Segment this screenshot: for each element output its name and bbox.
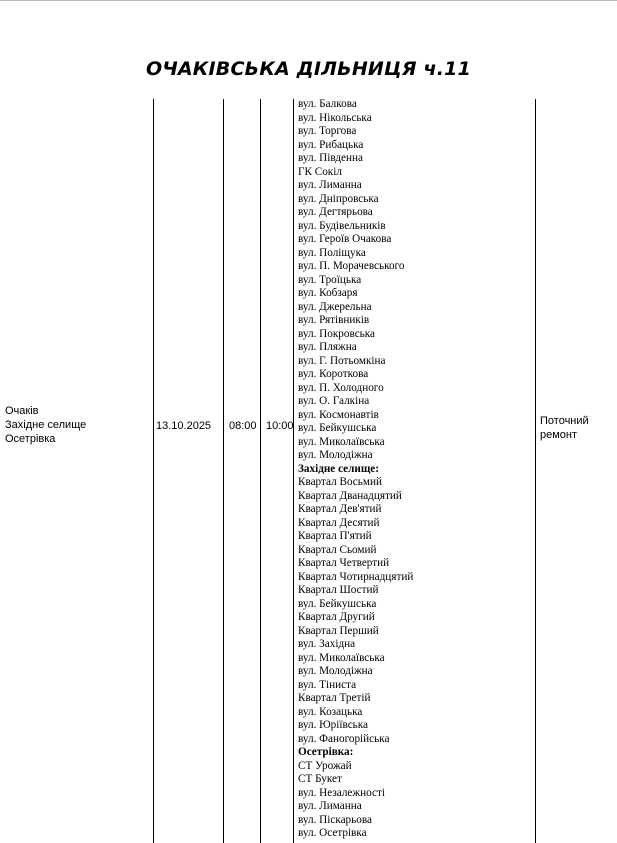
street-item: вул. Поліщука: [298, 246, 366, 259]
street-item: вул. П. Холодного: [298, 381, 384, 394]
reason-cell: [540, 414, 610, 442]
street-item: вул. Молодіжна: [298, 665, 373, 677]
street-group-heading: Осетрівка:: [298, 746, 354, 758]
column-divider: [535, 99, 536, 843]
street-item: вул. О. Галкіна: [298, 395, 370, 407]
street-item: вул. Осетрівка: [298, 827, 367, 839]
street-item: вул. Пляжна: [298, 341, 357, 353]
street-item: Квартал Сьомий: [298, 543, 377, 556]
street-item: вул. Молодіжна: [298, 449, 373, 461]
street-item: вул. Рятівників: [298, 314, 370, 326]
street-item: вул. Г. Потьомкіна: [298, 354, 386, 367]
street-item: вул. Торгова: [298, 125, 357, 137]
street-item: вул. Короткова: [298, 368, 369, 380]
column-divider: [260, 99, 261, 843]
street-item: вул. Бейкушська: [298, 422, 377, 434]
street-item: вул. Балкова: [298, 98, 357, 110]
street-group-heading: Західне селище:: [298, 462, 379, 475]
column-divider: [293, 99, 294, 843]
end-time-cell: 10:00: [266, 420, 294, 432]
street-item: вул. Лиманна: [298, 179, 362, 191]
street-item: вул. Юріївська: [298, 719, 369, 731]
locations-cell: [5, 404, 86, 446]
street-item: Квартал Восьмий: [298, 476, 382, 488]
street-item: Квартал Третій: [298, 692, 371, 704]
street-item: Квартал Перший: [298, 624, 379, 637]
location-label: Осетрівка: [5, 433, 56, 445]
streets-list: [298, 98, 413, 841]
street-item: вул. Дегтярьова: [298, 206, 373, 218]
street-item: вул. Миколаївська: [298, 651, 385, 664]
street-item: вул. Козацька: [298, 705, 363, 718]
street-item: Квартал Дванадцятий: [298, 489, 402, 502]
street-item: вул. Південна: [298, 152, 363, 164]
street-item: вул. Космонавтів: [298, 408, 379, 421]
street-item: вул. Тіниста: [298, 678, 357, 691]
street-item: вул. Кобзаря: [298, 287, 358, 299]
street-item: вул. Будівельників: [298, 219, 386, 232]
street-item: СТ Урожай: [298, 759, 352, 772]
column-divider: [223, 99, 224, 843]
street-item: вул. Західна: [298, 638, 356, 650]
street-item: вул. Фаногорійська: [298, 732, 390, 745]
street-item: Квартал Дев'ятий: [298, 503, 382, 515]
date-cell: 13.10.2025: [156, 420, 212, 432]
page-title: ОЧАКІВСЬКА ДІЛЬНИЦЯ ч.11: [146, 58, 471, 80]
reason-line: Поточний: [540, 415, 589, 427]
street-item: Квартал Другий: [298, 611, 375, 623]
street-item: СТ Букет: [298, 773, 342, 785]
street-item: ГК Сокіл: [298, 165, 342, 178]
street-item: Квартал Шостий: [298, 584, 379, 596]
street-item: вул. Піскарьова: [298, 813, 372, 826]
street-item: вул. Нікольська: [298, 111, 372, 124]
column-divider: [153, 99, 154, 843]
street-item: вул. П. Морачевського: [298, 260, 405, 272]
street-item: вул. Миколаївська: [298, 435, 385, 448]
street-item: вул. Незалежності: [298, 786, 385, 799]
street-item: вул. Троїцька: [298, 273, 362, 286]
street-item: Квартал Четвертий: [298, 557, 390, 569]
location-label: Західне селище: [5, 419, 87, 431]
location-label: Очаків: [5, 405, 39, 417]
reason-line: ремонт: [540, 429, 578, 441]
street-item: вул. Джерельна: [298, 300, 372, 313]
street-item: вул. Героїв Очакова: [298, 233, 392, 245]
street-item: вул. Рибацька: [298, 138, 364, 151]
street-item: вул. Лиманна: [298, 800, 362, 812]
street-item: вул. Дніпровська: [298, 192, 379, 205]
street-item: вул. Бейкушська: [298, 597, 377, 610]
top-border-line: [0, 0, 617, 1]
street-item: Квартал Десятий: [298, 516, 380, 529]
street-item: вул. Покровська: [298, 327, 375, 340]
street-item: Квартал Чотирнадцятий: [298, 570, 414, 583]
street-item: Квартал П'ятий: [298, 530, 372, 542]
start-time-cell: 08:00: [229, 420, 257, 432]
